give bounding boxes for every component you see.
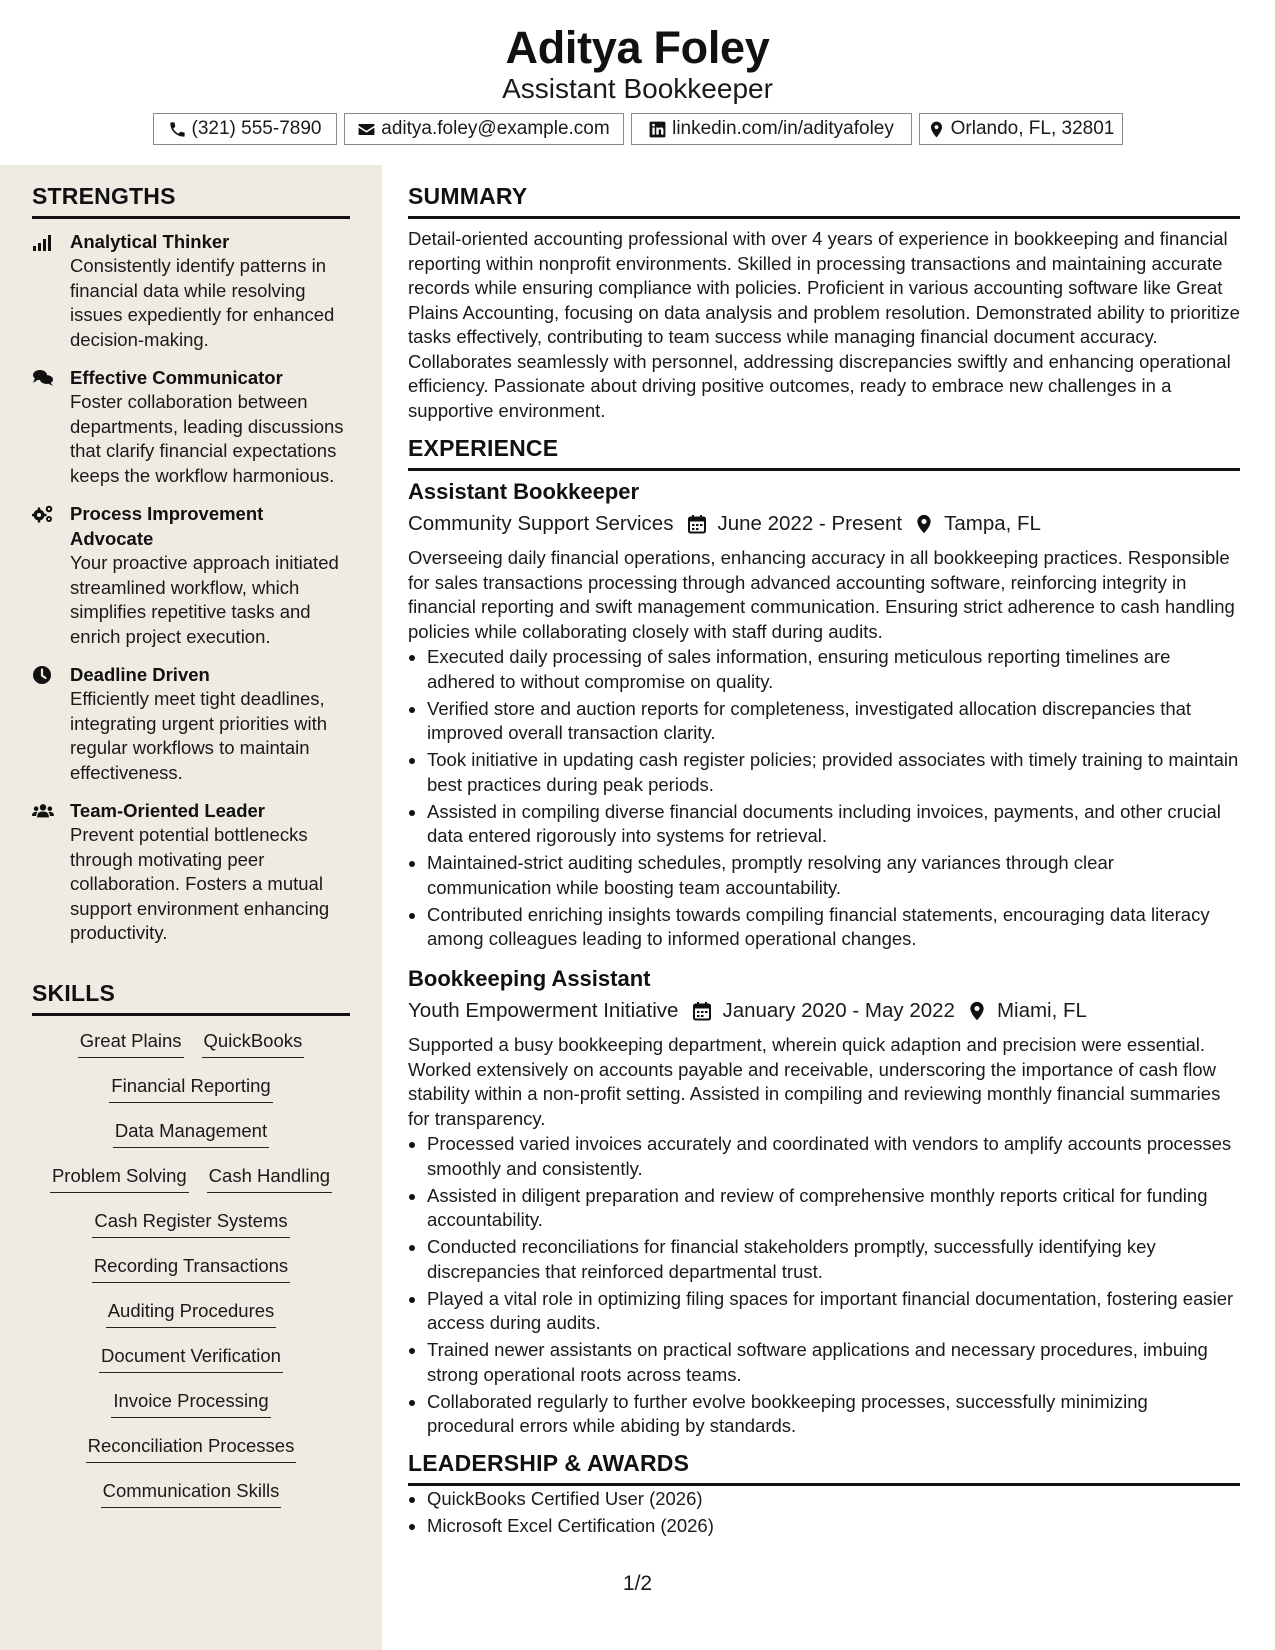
job-company: Community Support Services — [408, 512, 674, 535]
gears-icon — [32, 504, 54, 524]
contact-phone[interactable] — [153, 113, 337, 145]
contact-linkedin[interactable] — [631, 113, 912, 145]
job-description: Overseeing daily financial operations, enhancing accuracy in all bookkeeping practices. Responsible for sales transactions processing through advanced accounting software, reinforcing integrity in financial reporting and swift management communication. Ensuring strict adherence to cash handling policies while collaborating closely with staff during audits. — [408, 547, 1235, 642]
email-text: aditya.foley@example.com — [381, 118, 610, 139]
job-entry — [408, 964, 1240, 1441]
bullet-item: Took initiative in updating cash register policies; provided associates with timely training to maintain best practices during peak periods. — [408, 748, 1240, 797]
job-bullets — [408, 645, 1240, 952]
skill-tag: Cash Register Systems — [92, 1207, 289, 1238]
bullet-item: Contributed enriching insights towards compiling financial statements, encouraging data literacy among colleagues leading to informed operational changes. — [408, 903, 1240, 952]
strength-title: Effective Communicator — [70, 367, 283, 388]
strength-item — [32, 229, 350, 352]
skill-tag: Recording Transactions — [92, 1252, 290, 1283]
experience-title: EXPERIENCE — [408, 435, 559, 461]
summary-section — [408, 183, 1240, 423]
bullet-item: Maintained-strict auditing schedules, promptly resolving any variances through clear communication while boosting team accountability. — [408, 851, 1240, 900]
strength-item — [32, 798, 350, 946]
strength-desc: Consistently identify patterns in financial data while resolving issues expediently for enhanced decision-making. — [70, 255, 335, 350]
skills-heading — [32, 980, 350, 1016]
job-dates: January 2020 - May 2022 — [722, 999, 955, 1022]
map-pin-icon — [967, 1001, 987, 1021]
location-text: Orlando, FL, 32801 — [950, 118, 1115, 139]
skills-title: SKILLS — [32, 980, 115, 1006]
strength-title: Process Improvement Advocate — [70, 503, 264, 549]
summary-text: Detail-oriented accounting professional with over 4 years of experience in bookkeeping and financial reporting within nonprofit environments. Skilled in processing transactions and maintaining accurate records while ensuring compliance with policies. Proficient in various accounting software like Great Plains Accounting, focusing on data analysis and problem resolution. Demonstrated ability to prioritize tasks effectively, contributing to team success while managing financial document accuracy. Collaborates seamlessly with personnel, addressing discrepancies swiftly and enhancing operational efficiency. Passionate about driving positive outcomes, ready to embrace new challenges in a supportive environment. — [408, 228, 1240, 421]
strength-item — [32, 365, 350, 488]
skill-tag: Great Plains — [78, 1027, 184, 1058]
skill-tag: Reconciliation Processes — [86, 1432, 297, 1463]
job-description: Supported a busy bookkeeping department, wherein quick adaption and precision were essential. Worked extensively on accounts payable and receivable, underscoring the importance of cash flow stability within a non-profit setting. Assisted in compiling and reviewing monthly financial summaries for transparency. — [408, 1034, 1221, 1129]
bullet-item: Assisted in compiling diverse financial documents including invoices, payments, and other crucial data entered rigorously into systems for retrieval. — [408, 800, 1240, 849]
page-number: 1/2 — [622, 1572, 653, 1595]
bar-chart-icon — [32, 232, 54, 252]
skill-tag: Financial Reporting — [109, 1072, 272, 1103]
envelope-icon — [357, 120, 376, 139]
strength-title: Deadline Driven — [70, 664, 210, 685]
phone-text: (321) 555-7890 — [191, 118, 322, 139]
section-divider — [408, 1483, 1240, 1486]
strength-title: Analytical Thinker — [70, 231, 230, 252]
resume-header — [0, 0, 1275, 165]
candidate-role: Assistant Bookkeeper — [502, 73, 773, 104]
skill-tag: Problem Solving — [50, 1162, 189, 1193]
strengths-list — [32, 229, 350, 959]
strength-desc: Efficiently meet tight deadlines, integrating urgent priorities with regular workflows to maintain effectiveness. — [70, 688, 328, 783]
skill-tag: Invoice Processing — [111, 1387, 270, 1418]
strengths-title: STRENGTHS — [32, 183, 176, 209]
section-divider — [408, 468, 1240, 471]
bullet-item: Trained newer assistants on practical software applications and necessary procedures, imbuing strong operational roots across teams. — [408, 1338, 1240, 1387]
skill-tag: Auditing Procedures — [106, 1297, 277, 1328]
job-title: Assistant Bookkeeper — [408, 479, 640, 504]
bullet-item: Played a vital role in optimizing filing spaces for important financial documentation, fostering easier access during audits. — [408, 1287, 1240, 1336]
skill-tag: Communication Skills — [101, 1477, 282, 1508]
bullet-item: Assisted in diligent preparation and review of comprehensive monthly reports critical for funding accountability. — [408, 1184, 1240, 1233]
phone-icon — [168, 120, 187, 139]
strength-title: Team-Oriented Leader — [70, 800, 265, 821]
award-item: QuickBooks Certified User (2026) — [408, 1487, 1240, 1512]
experience-heading — [408, 435, 1240, 471]
candidate-name: Aditya Foley — [505, 22, 770, 73]
comments-icon — [32, 368, 54, 388]
bullet-item: Processed varied invoices accurately and coordinated with vendors to amplify accounts processes smoothly and consistently. — [408, 1132, 1240, 1181]
job-dates: June 2022 - Present — [717, 512, 903, 535]
job-location: Tampa, FL — [944, 512, 1041, 535]
awards-list — [408, 1487, 1240, 1539]
strength-desc: Foster collaboration between departments, leading discussions that clarify financial expectations keeps the workflow harmonious. — [70, 391, 344, 486]
strength-desc: Your proactive approach initiated streamlined workflow, which simplifies repetitive tasks and enrich project execution. — [70, 552, 339, 647]
award-item: Microsoft Excel Certification (2026) — [408, 1514, 1240, 1539]
skill-tag: Cash Handling — [207, 1162, 332, 1193]
map-pin-icon — [927, 120, 946, 139]
users-icon — [32, 801, 54, 821]
awards-title: LEADERSHIP & AWARDS — [408, 1450, 690, 1476]
strength-item — [32, 501, 350, 649]
contact-location — [919, 113, 1123, 145]
job-meta — [408, 509, 1240, 539]
linkedin-text: linkedin.com/in/adityafoley — [672, 118, 894, 139]
contact-bar — [0, 113, 1275, 145]
strength-item — [32, 662, 350, 785]
bullet-item: Conducted reconciliations for financial stakeholders promptly, successfully identifying key discrepancies that reinforced departmental trust. — [408, 1235, 1240, 1284]
job-company: Youth Empowerment Initiative — [408, 999, 679, 1022]
job-meta — [408, 996, 1240, 1026]
bullet-item: Executed daily processing of sales information, ensuring meticulous reporting timelines are adhered to without compromise on quality. — [408, 645, 1240, 694]
job-location: Miami, FL — [996, 999, 1087, 1022]
bullet-item: Verified store and auction reports for completeness, investigated allocation discrepancies that improved overall transaction clarity. — [408, 697, 1240, 746]
skill-tag: Data Management — [113, 1117, 269, 1148]
job-entry — [408, 477, 1240, 954]
section-divider — [408, 216, 1240, 219]
calendar-icon — [692, 1001, 712, 1021]
skill-tag: Document Verification — [99, 1342, 283, 1373]
map-pin-icon — [914, 514, 934, 534]
job-bullets — [408, 1132, 1240, 1439]
calendar-icon — [687, 514, 707, 534]
awards-section — [408, 1450, 1240, 1541]
skills-list — [32, 1027, 350, 1522]
clock-icon — [32, 665, 54, 685]
linkedin-icon — [648, 120, 667, 139]
section-divider — [32, 1013, 350, 1016]
bullet-item: Collaborated regularly to further evolve bookkeeping processes, successfully minimizing procedural errors while abiding by standards. — [408, 1390, 1240, 1439]
strength-desc: Prevent potential bottlenecks through motivating peer collaboration. Fosters a mutual support environment enhancing productivity. — [70, 824, 330, 943]
job-title: Bookkeeping Assistant — [408, 966, 651, 991]
summary-title: SUMMARY — [408, 183, 528, 209]
section-divider — [32, 216, 350, 219]
sidebar — [0, 165, 382, 1650]
skill-tag: QuickBooks — [202, 1027, 305, 1058]
strengths-heading — [32, 183, 350, 219]
contact-email[interactable] — [344, 113, 624, 145]
